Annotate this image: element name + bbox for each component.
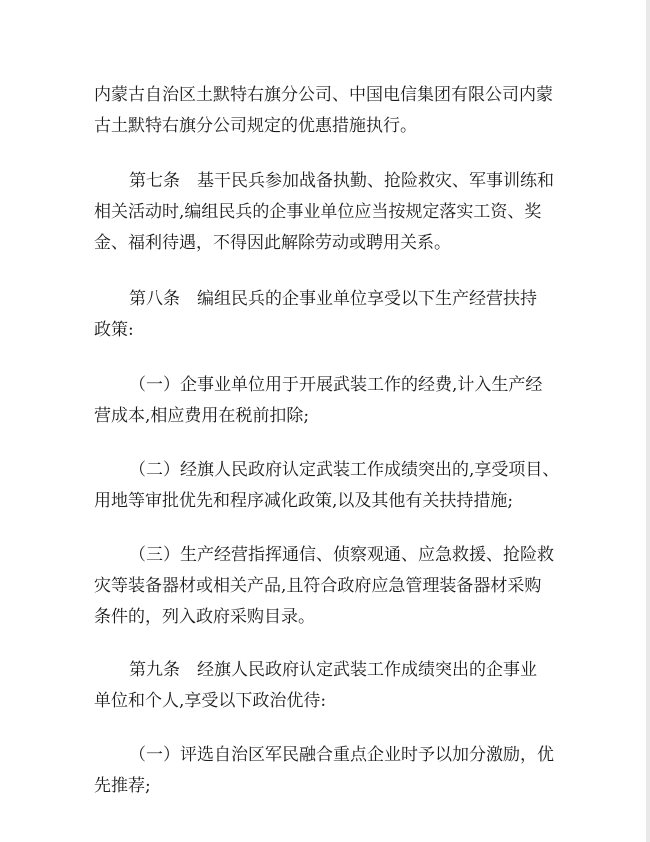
text-line: 古土默特右旗分公司规定的优惠措施执行。 (94, 116, 417, 136)
text-line: 单位和个人,享受以下政治优待: (94, 691, 327, 711)
text-line: 灾等装备器材或相关产品,且符合政府应急管理装备器材采购 (94, 576, 542, 596)
article-9-item-1 (94, 740, 562, 802)
text-line: 营成本,相应费用在税前扣除; (94, 406, 310, 426)
text-line: 第九条 经旗人民政府认定武装工作成绩突出的企事业 (129, 660, 537, 680)
text-line: 用地等审批优先和程序减化政策,以及其他有关扶持措施; (94, 491, 514, 511)
text-line: 相关活动时,编组民兵的企事业单位应当按规定落实工资、奖 (94, 202, 542, 222)
text-line: 金、福利待遇，不得因此解除劳动或聘用关系。 (94, 233, 451, 253)
page-edge-shadow (646, 0, 650, 842)
text-line: （二）经旗人民政府认定武装工作成绩突出的,享受项目、 (129, 460, 560, 480)
article-8-item-2 (94, 455, 562, 517)
text-line: 第七条 基干民兵参加战备执勤、抢险救灾、军事训练和 (129, 171, 554, 191)
text-line: 先推荐; (94, 776, 151, 796)
article-8-item-3 (94, 540, 562, 633)
text-line: 内蒙古自治区土默特右旗分公司、中国电信集团有限公司内蒙 (94, 85, 553, 105)
paragraph-continuation (94, 80, 562, 142)
text-line: （三）生产经营指挥通信、侦察观通、应急救援、抢险救 (129, 545, 554, 565)
text-line: 条件的，列入政府采购目录。 (94, 607, 315, 627)
article-8 (94, 284, 562, 346)
text-line: 第八条 编组民兵的企事业单位享受以下生产经营扶持 (129, 289, 537, 309)
article-8-item-1 (94, 370, 562, 432)
text-line: （一）评选自治区军民融合重点企业时予以加分激励，优 (129, 745, 554, 765)
text-line: （一）企事业单位用于开展武装工作的经费,计入生产经 (129, 375, 543, 395)
text-line: 政策: (94, 320, 134, 340)
article-9 (94, 655, 562, 717)
article-7 (94, 166, 562, 259)
